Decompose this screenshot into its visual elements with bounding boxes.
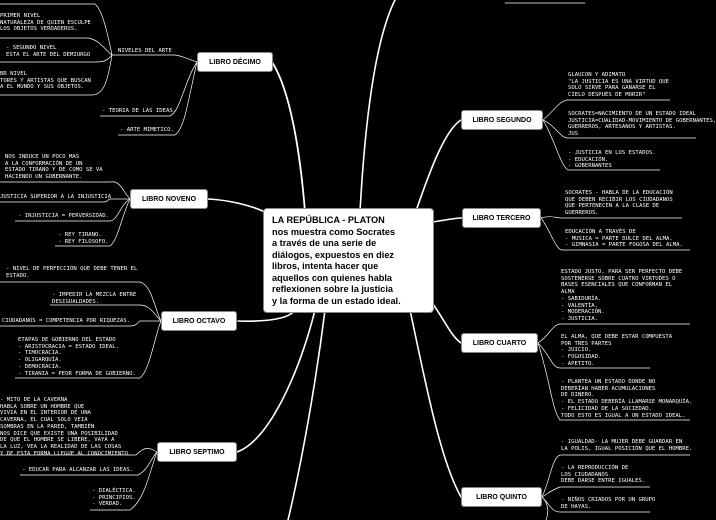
quinto-leaf-3: - NIÑOS CRIADOS POR UN GRUPO DE HAYAS. (561, 497, 656, 510)
cuarto-leaf-3: - PLANTEA UN ESTADO DONDE NO DEBERÍAN HABER ACUMULACIONES DE DINERO. - EL ESTADO DEBERÍA LLAMARSE MONARQUÍA. - FELICIDAD DE LA SOCIEDAD. TODO ESTO ES IGUAL A UN ESTADO IDEAL. (561, 379, 693, 419)
octavo-leaf-3: CIUDADANOS = COMPETENCIA POR RIQUEZAS. (2, 318, 130, 324)
octavo-leaf-2: - IMPEDIR LA MEZCLA ENTRE DESIGUALDADES. (52, 292, 137, 305)
libro-septimo-label: LIBRO SEPTIMO (169, 448, 225, 456)
octavo-leaf-4: ETAPAS DE GOBIERNO DEL ESTADO - ARISTOCRACIA = ESTADO IDEAL. - TIMOCRACIA. - OLIGARQUÍA. - DEMOCRACIA. - TIRANIA = PEOR FORMA DE GOBIERNO. (18, 337, 136, 377)
noveno-leaf-4: - REY TIRANO. - REY FILOSOFO. (58, 232, 109, 245)
central-topic[interactable] (263, 208, 434, 313)
libro-septimo-node[interactable] (157, 442, 237, 462)
libro-segundo-node[interactable] (461, 110, 543, 130)
tercer-nivel-text: BR NIVEL TORES Y ARTISTAS QUE BUSCAN A EL MUNDO Y SUS OBJETOS. (0, 71, 91, 91)
libro-cuarto-node[interactable] (461, 333, 538, 353)
quinto-leaf-2: - LA REPRODUCCIÓN DE LOS CIUDADANOS DEBE DARSE ENTRE IGUALES. (561, 465, 646, 485)
tercero-leaf-2: EDUCACIÓN A TRAVÉS DE - MUSICA = PARTE DULCE DEL ALMA. - GIMNASIA = PARTE FOGOSA DEL ALMA. (565, 229, 683, 249)
link-central-decimo (272, 62, 305, 212)
libro-decimo-node[interactable] (197, 52, 273, 72)
link-central-quinto (410, 310, 461, 497)
tercero-leaf-1: SOCRATES - HABLA DE LA EDUCACIÓN QUE DEBEN RECIBIR LOS CIUDADANOS QUE PERTENECEN A LA CLASE DE GUERREROS. (565, 190, 673, 217)
quinto-leaf-1: - IGUALDAD- LA MUJER DEBE GUARDAR EN LA POLIS, IGUAL POSICIÓN QUE EL HOMBRE. (561, 439, 693, 452)
libro-octavo-label: LIBRO OCTAVO (172, 317, 226, 325)
link-central-cuarto (430, 300, 461, 343)
arte-mimetico-text: - ARTE MIMETICO. (120, 127, 174, 133)
septimo-leaf-2: - EDUCAR PARA ALCANZAR LAS IDEAS. (22, 467, 134, 473)
libro-tercero-node[interactable] (462, 208, 541, 228)
libro-quinto-node[interactable] (461, 487, 542, 507)
link-central-segundo (415, 120, 461, 214)
libro-tercero-label: LIBRO TERCERO (472, 214, 531, 222)
noveno-leaf-2: JUSTICIA SUPERIOR A LA INJUSTICIA (0, 194, 112, 200)
libro-decimo-label: LIBRO DÉCIMO (209, 58, 261, 66)
segundo-leaf-1: GLAUCON Y ADIMATO "LA JUSTICIA ES UNA VIRTUD QUE SOLO SIRVE PARA GANARSE EL CIELO DESPUÉS DE MORIR" (568, 72, 670, 99)
link-central-tercero (433, 218, 462, 222)
segundo-nivel-text: - SEGUNDO NIVEL ESTA EL ARTE DEL DEMIURGO (6, 45, 91, 58)
cuarto-leaf-2: EL ALMA, QUE DEBE ESTAR COMPUESTA POR TRES PARTES - JUICIO. - FOGOSIDAD. - APETITO. (561, 334, 673, 367)
octavo-leaf-1: - NIVEL DE PERFECCIÓN QUE DEBE TENER EL ESTADO. (6, 266, 138, 279)
libro-octavo-node[interactable] (161, 311, 237, 331)
central-topic-text: LA REPÚBLICA - PLATON nos muestra como Socrates a través de una serie de diálogos, expuestos en diez libros, intenta hacer que aquellos con quienes habla reflexionen sobre la justicia y la forma de un estado ideal. (272, 215, 401, 306)
primer-nivel-text: PRIMER NIVEL NATURALEZA DE QUIEN ESCULPE LOS OBJETOS VERDADEROS. (0, 13, 91, 33)
septimo-leaf-1: - MITO DE LA CAVERNA HABLA SOBRE UN HOMBRE QUE VIVIA EN EL INTERIOR DE UNA CAVERNA, EL CUAL SOLO VEIA SOMBRAS EN LA PARED, TAMBIÉN NOS DICE QUE EXISTE UNA POSIBILIDAD DE QUE EL HOMBRE SE LIBERE, VAYA A LA LUZ, VEA LA REALIDAD DE LAS COSAS Y DE ESTA FORMA LLEGUE AL CONOCIMIENTO. (0, 397, 132, 457)
noveno-leaf-3: - INJUSTICIA = PERVERSIDAD. (18, 213, 109, 219)
link-central-noveno (208, 199, 265, 212)
segundo-leaf-3: - JUSTICIA EN LOS ESTADOS. - EDUCACIÓN. - GOBERNANTES (568, 150, 656, 170)
niveles-arte-label: NIVELES DEL ARTE (118, 48, 172, 54)
link-central-septimo (237, 310, 315, 452)
segundo-leaf-2: SOCRATES=NACIMIENTO DE UN ESTADO IDEAL JUSTICIA=CUALIDAD-MOVIMIENTO DE GOBERNANTES, GUERREROS, ARTESANOS Y ARTISTAS. JUS (568, 111, 716, 138)
teoria-ideas-text: - TEORIA DE LAS IDEAS. (102, 108, 177, 114)
cuarto-leaf-1: ESTADO JUSTO, PARA SER PERFECTO DEBE SOSTENERSE SOBRE CUATRO VIRTUDES O BASES ESENCIALES QUE CONFORMAN EL ALMA - SABIDURÍA. - VALENTÍA. - MODERACIÓN. - JUSTICIA. (561, 269, 683, 322)
libro-cuarto-label: LIBRO CUARTO (472, 339, 527, 347)
libro-noveno-node[interactable] (130, 189, 208, 209)
libro-segundo-label: LIBRO SEGUNDO (472, 116, 532, 124)
link-central-top (360, 0, 395, 212)
link-decimo-niveles (112, 55, 197, 62)
noveno-leaf-1: NOS INDUCE UN POCO MAS A LA CONFORMACIÓN DE UN ESTADO TIRANO Y DE COMO SE VA HACIENDO UN GOBERNANTE. (5, 154, 103, 181)
libro-noveno-label: LIBRO NOVENO (141, 195, 197, 203)
septimo-leaf-3: - DIALÉCTICA. - PRINCIPIOS. - VERDAD. (92, 488, 136, 508)
libro-quinto-label: LIBRO QUINTO (476, 493, 527, 501)
